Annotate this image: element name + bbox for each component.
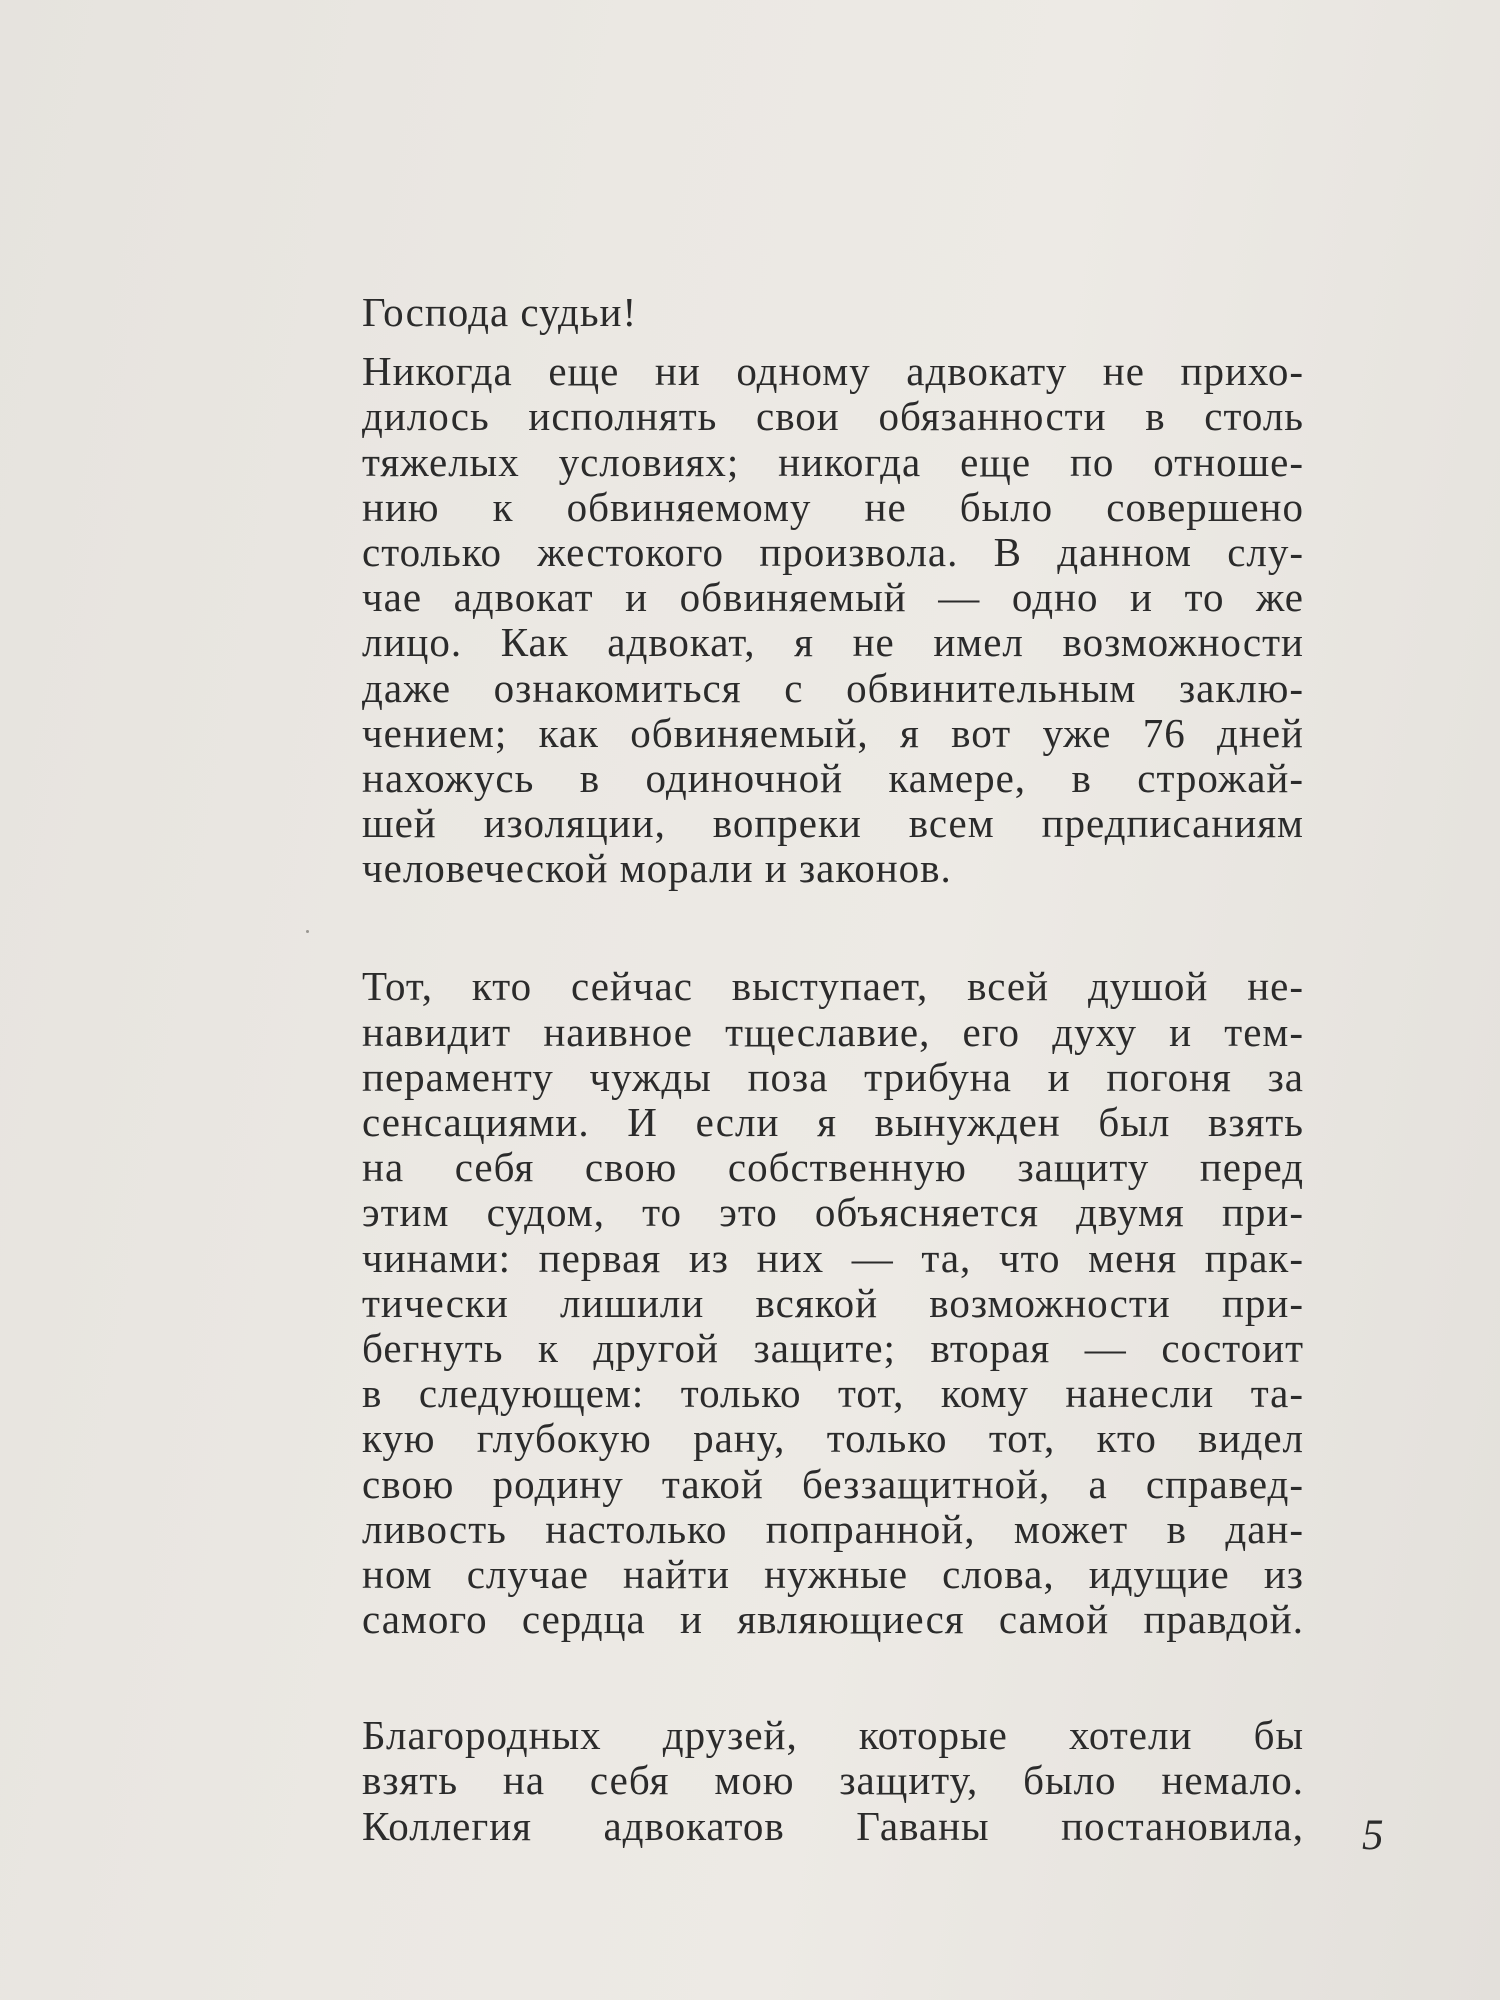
text-line: пераменту чужды поза трибуна и погоня за [362, 1053, 1304, 1100]
text-line: тически лишили всякой возможности при- [362, 1279, 1304, 1326]
page-number: 5 [1362, 1812, 1384, 1859]
salutation: Господа судьи! [362, 289, 638, 335]
text-line: сенсациями. И если я вынужден был взять [362, 1099, 1304, 1146]
text-line: навидит наивное тщеславие, его духу и тем- [362, 1008, 1304, 1055]
text-line: в следующем: только тот, кому нанесли та- [362, 1370, 1304, 1417]
paper-speck [306, 930, 309, 933]
text-line: ном случае найти нужные слова, идущие из [362, 1550, 1304, 1597]
text-line: дилось исполнять свои обязанности в столь [362, 393, 1304, 440]
text-line: взять на себя мою защиту, было немало. [362, 1757, 1304, 1804]
text-line: Тот, кто сейчас выступает, всей душой не- [362, 963, 1304, 1010]
text-line: нию к обвиняемому не было совершено [362, 483, 1304, 530]
paragraph-2 [362, 964, 1304, 1642]
text-line: даже ознакомиться с обвинительным заклю- [362, 664, 1304, 711]
text-line: кую глубокую рану, только тот, кто видел [362, 1415, 1304, 1462]
text-line: чением; как обвиняемый, я вот уже 76 дней [362, 709, 1304, 756]
text-line: лицо. Как адвокат, я не имел возможности [362, 619, 1304, 666]
text-line: человеческой морали и законов. [362, 845, 952, 892]
text-line: самого сердца и являющиеся самой правдой. [362, 1596, 1304, 1643]
text-line: нахожусь в одиночной камере, в строжай- [362, 754, 1304, 801]
text-line: Благородных друзей, которые хотели бы [362, 1712, 1304, 1759]
paragraph-3 [362, 1713, 1304, 1849]
text-line: чае адвокат и обвиняемый — одно и то же [362, 574, 1304, 621]
text-line: чинами: первая из них — та, что меня прак- [362, 1234, 1304, 1281]
text-line: на себя свою собственную защиту перед [362, 1144, 1304, 1191]
text-line: этим судом, то это объясняется двумя при- [362, 1189, 1304, 1236]
text-line: бегнуть к другой защите; вторая — состоит [362, 1324, 1304, 1371]
text-line: ливость настолько попранной, может в дан- [362, 1505, 1304, 1552]
text-line: свою родину такой беззащитной, а справед- [362, 1460, 1304, 1507]
body-text [362, 290, 1304, 1849]
text-line: столько жестокого произвола. В данном слу- [362, 528, 1304, 575]
paragraph-1 [362, 349, 1304, 891]
text-line: тяжелых условиях; никогда еще по отноше- [362, 438, 1304, 485]
text-line: шей изоляции, вопреки всем предписаниям [362, 800, 1304, 847]
text-line: Никогда еще ни одному адвокату не прихо- [362, 348, 1304, 395]
text-line: Коллегия адвокатов Гаваны постановила, [362, 1802, 1304, 1849]
